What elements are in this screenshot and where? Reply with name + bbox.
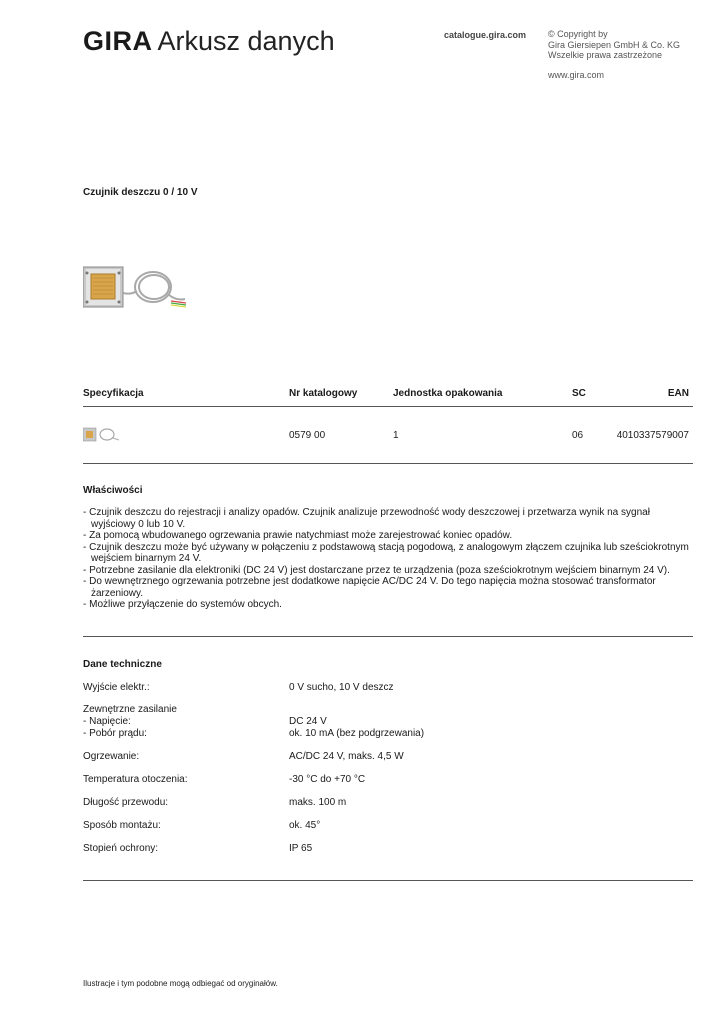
output-value: 0 V sucho, 10 V deszcz: [289, 682, 394, 693]
cable-length-value: maks. 100 m: [289, 797, 347, 808]
document-type: Arkusz danych: [157, 26, 335, 56]
current-value: ok. 10 mA (bez podgrzewania): [289, 728, 425, 739]
cell-catalog-number: 0579 00: [289, 430, 326, 441]
product-image: [83, 265, 187, 309]
header-catalog-number: Nr katalogowy: [289, 388, 358, 399]
header-sc: SC: [572, 388, 586, 399]
supply-label: Zewnętrzne zasilanie: [83, 704, 177, 715]
properties-title: Właściwości: [83, 485, 143, 496]
product-thumbnail: [83, 427, 119, 442]
voltage-value: DC 24 V: [289, 716, 327, 727]
protection-label: Stopień ochrony:: [83, 843, 159, 854]
copyright-line: Gira Giersiepen GmbH & Co. KG: [548, 39, 681, 50]
list-item: - Możliwe przyłączenie do systemów obcych.: [83, 599, 282, 610]
table-row-divider: [83, 463, 693, 464]
copyright-line: Wszelkie prawa zastrzeżone: [548, 50, 663, 60]
table-header-divider: [83, 406, 693, 407]
header-specification: Specyfikacja: [83, 388, 144, 399]
heating-label: Ogrzewanie:: [83, 751, 140, 762]
output-label: Wyjście elektr.:: [83, 682, 150, 693]
cell-ean: 4010337579007: [616, 430, 689, 441]
cell-packaging-unit: 1: [393, 430, 399, 441]
ambient-temp-label: Temperatura otoczenia:: [83, 774, 188, 785]
header-packaging-unit: Jednostka opakowania: [393, 388, 503, 399]
ambient-temp-value: -30 °C do +70 °C: [289, 774, 366, 785]
copyright-line: © Copyright by: [548, 29, 608, 39]
catalogue-link[interactable]: catalogue.gira.com: [444, 30, 527, 40]
list-item: - Czujnik deszczu może być używany w połączeniu z podstawową stacją pogodową, z analogowym złączem czujnika lub sześciokrotnym wejściem binarnym 24 V.: [83, 541, 689, 564]
technical-title: Dane techniczne: [83, 659, 162, 670]
properties-list: [83, 507, 693, 611]
mounting-label: Sposób montażu:: [83, 820, 161, 831]
voltage-label: - Napięcie:: [83, 716, 131, 727]
copyright-block: [548, 29, 680, 61]
cable-length-label: Długość przewodu:: [83, 797, 169, 808]
protection-value: IP 65: [289, 843, 313, 854]
product-title: Czujnik deszczu 0 / 10 V: [83, 187, 198, 198]
properties-divider: [83, 636, 693, 637]
header-ean: EAN: [667, 388, 689, 399]
list-item: - Czujnik deszczu do rejestracji i analizy opadów. Czujnik analizuje przewodność wody deszczowej i przetwarza wynik na sygnał wyjściowy 0 lub 10 V.: [83, 507, 650, 530]
brand-name: GIRA: [83, 26, 153, 56]
heating-value: AC/DC 24 V, maks. 4,5 W: [289, 751, 404, 762]
gira-logo: [83, 26, 335, 56]
list-item: - Potrzebne zasilanie dla elektroniki (DC 24 V) jest dostarczane przez te urządzenia (poza sześciokrotnym wejściem binarnym 24 V).: [83, 564, 670, 576]
mounting-value: ok. 45°: [289, 820, 321, 831]
list-item: - Do wewnętrznego ogrzewania potrzebne jest dodatkowe napięcie AC/DC 24 V. Do tego napięcia można stosować transformator żarzeniowy.: [83, 576, 656, 599]
cell-sc: 06: [572, 430, 584, 441]
technical-divider: [83, 880, 693, 881]
list-item: - Za pomocą wbudowanego ogrzewania prawie natychmiast może zarejestrować koniec opadów.: [83, 530, 513, 541]
current-label: - Pobór prądu:: [83, 728, 147, 739]
website-link[interactable]: www.gira.com: [548, 70, 605, 80]
footer-note: Ilustracje i tym podobne mogą odbiegać od oryginałów.: [83, 979, 278, 988]
